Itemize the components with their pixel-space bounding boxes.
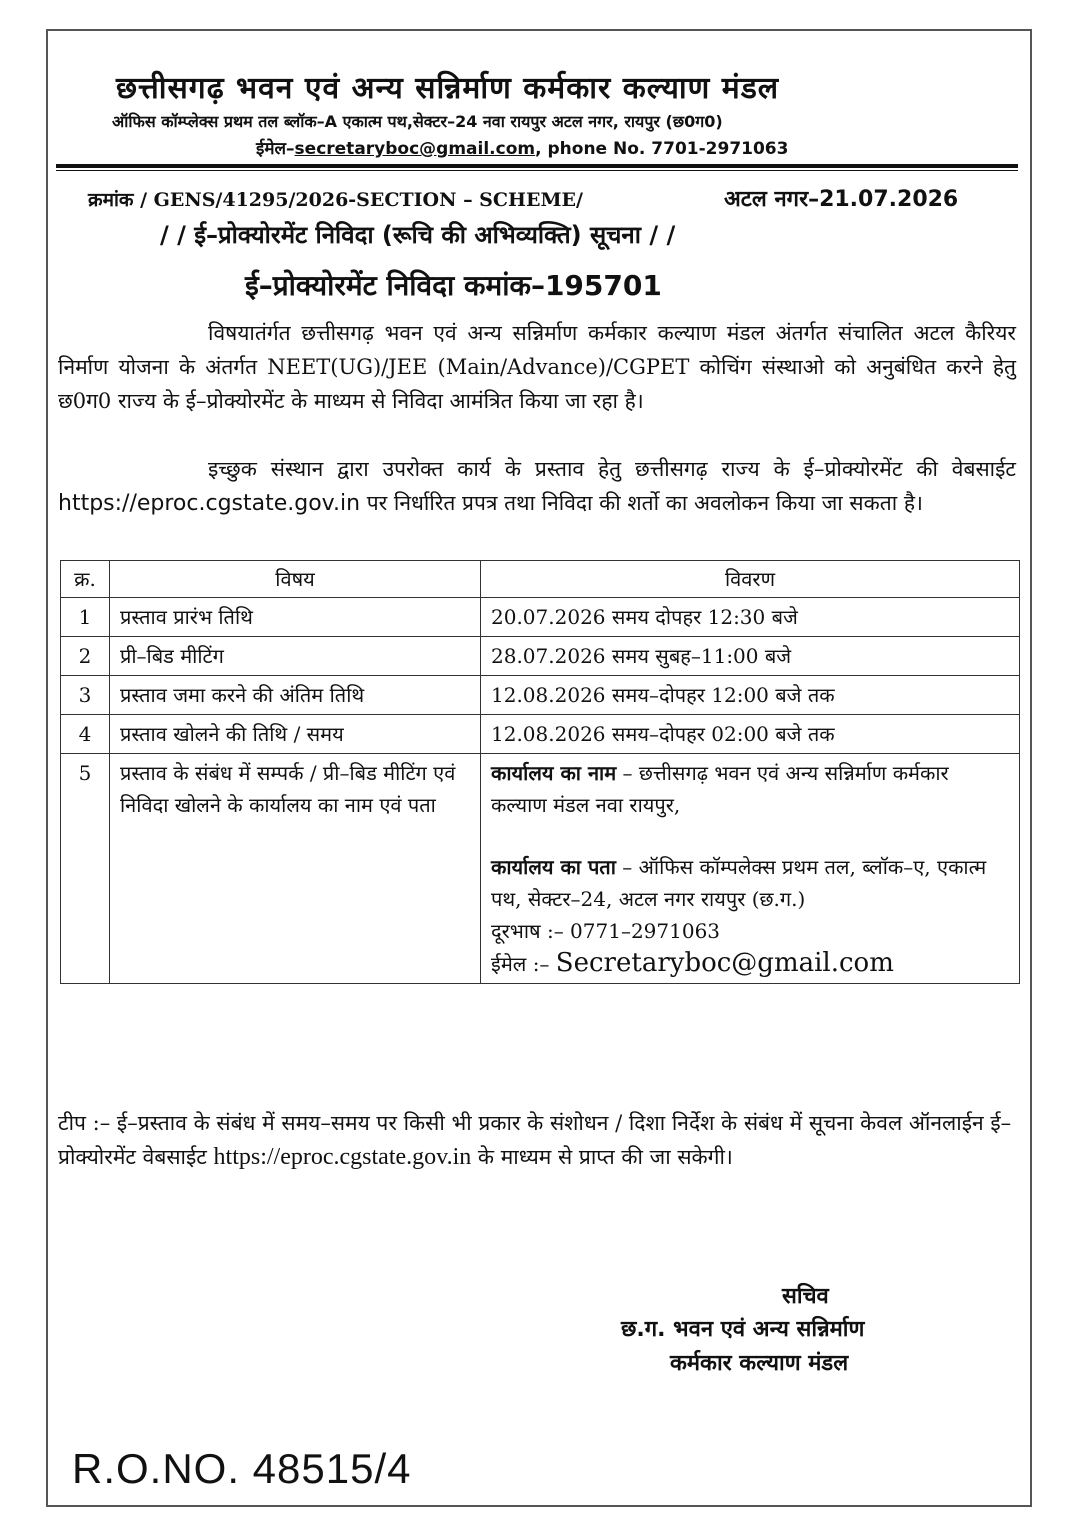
row-subject: प्रस्ताव के संबंध में सम्पर्क / प्री–बिड मीटिंग एवं निविदा खोलने के कार्यालय का नाम एवं पता [110,754,481,984]
row-number: 5 [61,754,110,984]
organization-contact [256,136,788,159]
header-divider-thick [56,164,1018,168]
office-address-label: कार्यालय का पता [491,855,616,879]
office-name [491,757,1009,821]
office-name-value: – छत्तीसगढ़ भवन एवं अन्य सन्निर्माण कर्मकार कल्याण मंडल नवा रायपुर, [491,761,949,817]
organization-address: ऑफिस कॉम्प्लेक्स प्रथम तल ब्लॉक–A एकात्म पथ,सेक्टर–24 नवा रायपुर अटल नगर, रायपुर (छ0ग0) [112,112,723,131]
office-details-cell [481,754,1020,984]
row-detail: 12.08.2026 समय–दोपहर 12:00 बजे तक [481,676,1020,715]
table-row [61,715,1020,754]
header-divider-thin [56,170,1018,171]
office-name-label: कार्यालय का नाम [491,761,617,785]
table-row [61,676,1020,715]
office-email-link[interactable]: Secretaryboc@gmail.com [555,948,894,978]
website-paragraph-text-end: पर निर्धारित प्रपत्र तथा निविदा की शर्तो का अवलोकन किया जा सकता है। [360,491,923,515]
reference-date: अटल नगर–21.07.2026 [724,187,959,212]
note-paragraph [58,1106,1016,1174]
row-detail: 12.08.2026 समय–दोपहर 02:00 बजे तक [481,715,1020,754]
reference-number: क्रमांक / GENS/41295/2026-SECTION – SCHEME/ [88,189,583,211]
row-subject: प्रस्ताव प्रारंभ तिथि [110,598,481,637]
row-subject: प्रस्ताव खोलने की तिथि / समय [110,715,481,754]
signatory-org-line2: कर्मकार कल्याण मंडल [670,1351,849,1376]
notice-title: / / ई–प्रोक्योरमेंट निविदा (रूचि की अभिव्यक्ति) सूचना / / [160,221,676,249]
signatory-title: सचिव [782,1284,829,1309]
tender-number: ई–प्रोक्योरमेंट निविदा कमांक–195701 [245,269,662,302]
row-subject: प्रस्ताव जमा करने की अंतिम तिथि [110,676,481,715]
row-number: 1 [61,598,110,637]
row-number: 3 [61,676,110,715]
office-email-label: ईमेल :– [491,952,556,976]
eproc-website-link[interactable]: https://eproc.cgstate.gov.in [58,491,361,516]
office-address-value: – ऑफिस कॉम्पलेक्स प्रथम तल, ब्लॉक–ए, एकात्म पथ, सेक्टर–24, अटल नगर रायपुर (छ.ग.) [491,855,987,911]
email-label: ईमेल– [256,139,295,159]
office-address [491,851,1009,915]
office-email [491,947,1009,980]
table-row [61,598,1020,637]
header-email-link[interactable]: secretaryboc@gmail.com [294,139,536,159]
note-text-end: के माध्यम से प्राप्त की जा सकेगी। [471,1145,733,1169]
website-paragraph [58,452,1016,521]
website-paragraph-text: इच्छुक संस्थान द्वारा उपरोक्त कार्य के प्रस्ताव हेतु छत्तीसगढ़ राज्य के ई–प्रोक्योरमेंट की वेबसाईट [208,457,1016,481]
row-number: 4 [61,715,110,754]
table-header-row [61,561,1020,598]
intro-paragraph: विषयातंर्गत छत्तीसगढ़ भवन एवं अन्य सन्निर्माण कर्मकार कल्याण मंडल अंतर्गत संचालित अटल कैरियर निर्माण योजना के अंतर्गत NEET(UG)/JEE (Main/Advance)/CGPET कोचिंग संस्थाओ को अनुबंधित करने हेतु छ0ग0 राज्य के ई–प्रोक्योरमेंट के माध्यम से निविदा आमंत्रित किया जा रहा है। [58,321,1016,413]
schedule-table [60,560,1020,984]
office-phone: दूरभाष :– 0771–2971063 [491,919,721,943]
note-text: टीप :– ई–प्रस्ताव के संबंध में समय–समय पर किसी भी प्रकार के संशोधन / दिशा निर्देश के संबंध में सूचना केवल ऑनलाईन ई–प्रोक्योरमेंट वेबसाईट [58,1111,1012,1169]
signatory-org-line1: छ.ग. भवन एवं अन्य सन्निर्माण [621,1317,865,1342]
table-row [61,637,1020,676]
table-row [61,754,1020,984]
row-detail: 28.07.2026 समय सुबह–11:00 बजे [481,637,1020,676]
release-order-number: R.O.NO. 48515/4 [72,1445,412,1492]
row-number: 2 [61,637,110,676]
column-header-serial: क्र. [61,561,110,598]
row-subject: प्री–बिड मीटिंग [110,637,481,676]
organization-name: छत्तीसगढ़ भवन एवं अन्य सन्निर्माण कर्मकार कल्याण मंडल [116,71,780,106]
note-website-link[interactable]: https://eproc.cgstate.gov.in [213,1144,472,1170]
row-detail: 20.07.2026 समय दोपहर 12:30 बजे [481,598,1020,637]
column-header-subject: विषय [110,561,481,598]
column-header-detail: विवरण [481,561,1020,598]
header-phone: , phone No. 7701-2971063 [535,139,789,159]
